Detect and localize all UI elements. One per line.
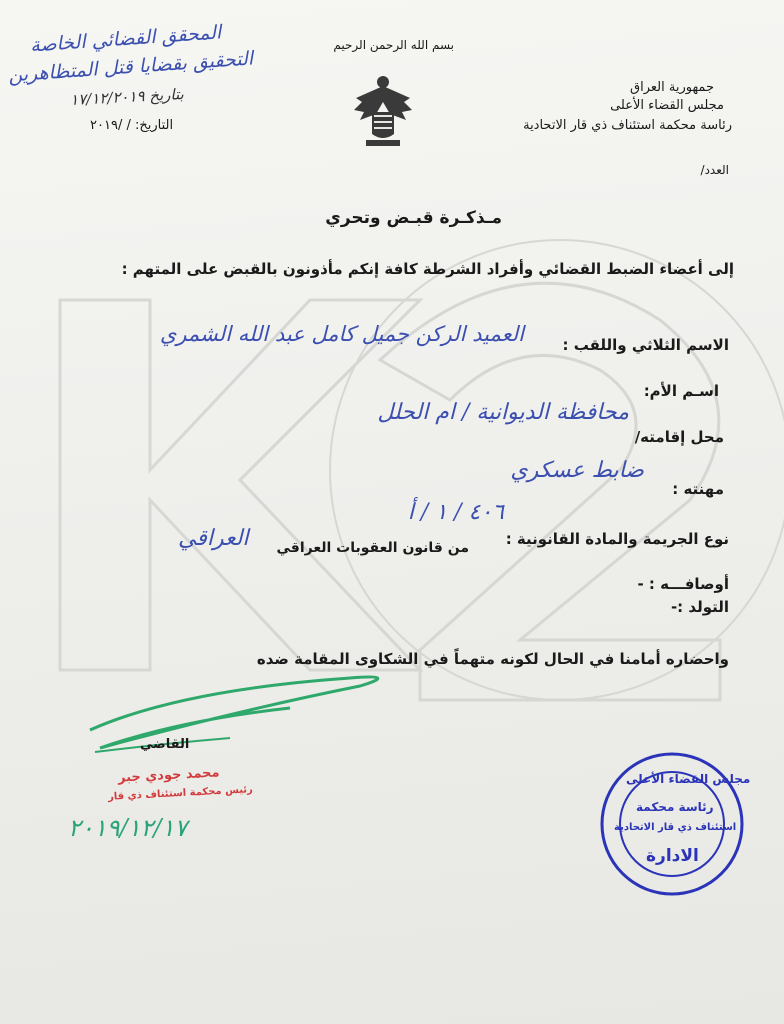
residence-label: محل إقامته/	[634, 428, 724, 446]
profession-label: مهنته :	[672, 480, 724, 498]
iraq-eagle-emblem-icon	[352, 72, 414, 154]
profession-value: ضابط عسكري	[510, 458, 644, 483]
handwritten-note-line1: المحقق القضائي الخاصة	[29, 21, 222, 57]
header-council: مجلس القضاء الأعلى	[610, 98, 724, 113]
stamp-line1: رئاسة محكمة	[636, 800, 714, 814]
judge-label: القاضي	[140, 737, 190, 752]
closing-text: واحضاره أمامنا في الحال لكونه متهماً في الشكاوى المقامة ضده	[256, 650, 729, 668]
residence-value: محافظة الديوانية / ام الحلل	[377, 400, 629, 425]
mother-label: اسـم الأم:	[643, 382, 719, 400]
intro-text: إلى أعضاء الضبط القضائي وأفراد الشرطة كافة إنكم مأذونون بالقبض على المتهم :	[121, 260, 734, 278]
crime-article: ٤٠٦ / ١ / أ	[407, 500, 504, 525]
page-title: مـذكـرة قبـض وتحري	[325, 208, 502, 228]
stamp-ring-text: مجلس القضاء الأعلى	[626, 772, 751, 786]
crime-label: نوع الجريمة والمادة القانونية :	[505, 530, 729, 548]
header-number: العدد/	[700, 163, 729, 177]
stamp-line3: الادارة	[646, 846, 699, 866]
red-stamp-title: رئيس محكمة استئناف ذي قار	[107, 784, 254, 803]
crime-law: من قانون العقوبات العراقي	[276, 540, 469, 556]
header-date: التاريخ: / /٢٠١٩	[90, 118, 174, 133]
handwritten-note-line2: التحقيق بقضايا قتل المتظاهرين	[7, 47, 254, 87]
birth-label: التولد :-	[670, 598, 729, 616]
name-value: العميد الركن جميل كامل عبد الله الشمري	[159, 322, 524, 346]
signature-scribble	[60, 660, 440, 770]
handwritten-date: ٢٠١٩/١٢/١٧	[68, 814, 188, 842]
name-label: الاسم الثلاثي واللقب :	[562, 336, 729, 354]
basmala: بسم الله الرحمن الرحيم	[333, 38, 454, 52]
handwritten-note-line3: بتاريخ ١٧/١٢/٢٠١٩	[69, 85, 185, 109]
header-country: جمهورية العراق	[630, 80, 714, 95]
header-court: رئاسة محكمة استئناف ذي قار الاتحادية	[523, 118, 732, 133]
crime-law-handwritten: العراقي	[178, 526, 249, 551]
description-label: أوصافـــه : -	[637, 575, 729, 593]
red-stamp-name: محمد جودي جبر	[117, 765, 220, 786]
stamp-line2: استئناف ذي قار الاتحادية	[614, 822, 737, 833]
